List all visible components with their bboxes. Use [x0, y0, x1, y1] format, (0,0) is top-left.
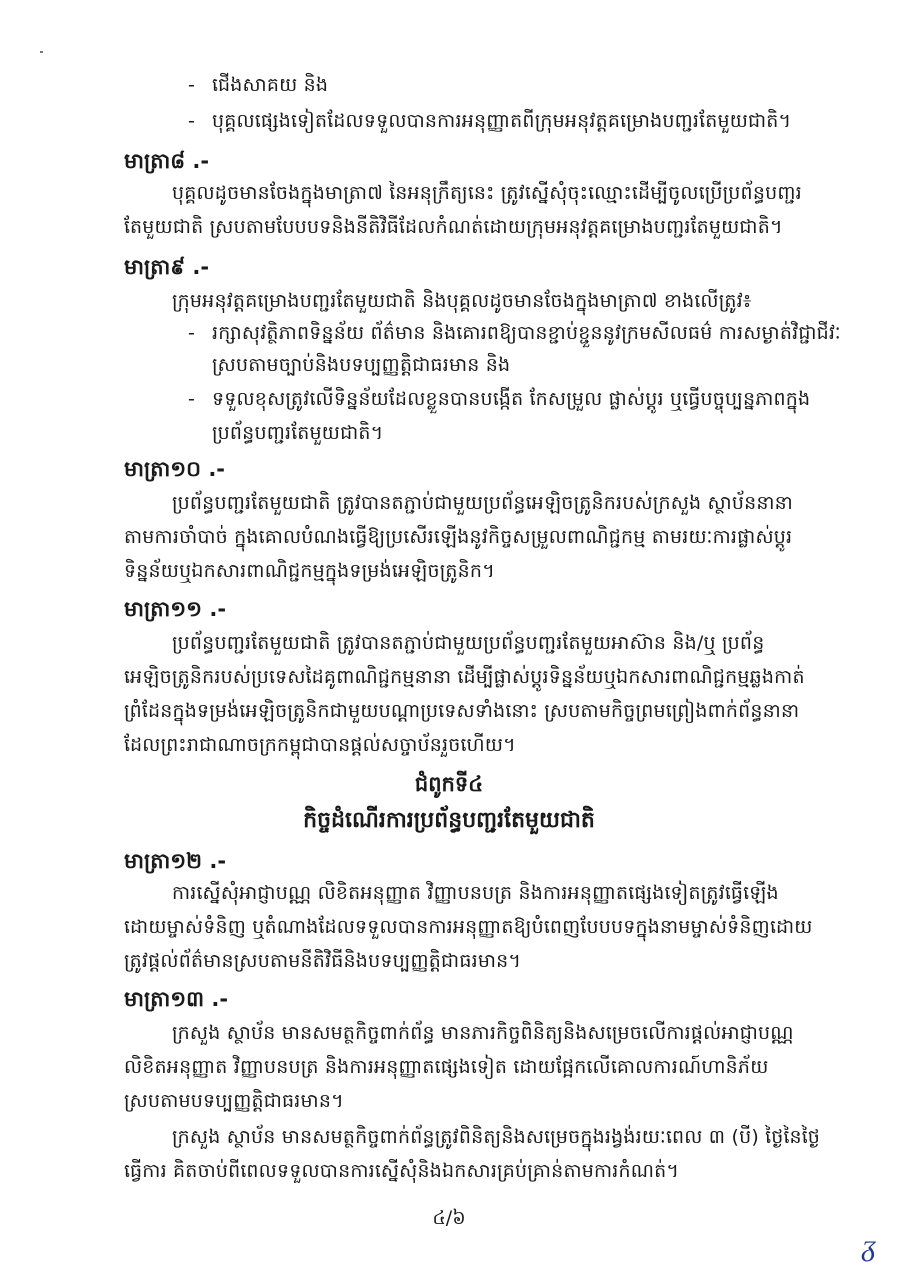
article-10-line-3: ទិន្នន័យឬឯកសារពាណិជ្ជកម្មក្នុងទម្រង់អេឡិចត្រូនិក។ — [124, 560, 495, 582]
article-13-line-5: ធ្វើការ គិតចាប់ពីពេលទទួលបានការស្នើសុំនិងឯកសារគ្រប់គ្រាន់តាមការកំណត់។ — [124, 1160, 680, 1182]
scan-speck — [40, 51, 43, 53]
article-13-line-2: លិខិតអនុញ្ញាត វិញ្ញាបនបត្រ និងការអនុញ្ញាតផ្សេងទៀត ដោយផ្អែកលើគោលការណ៍ហានិភ័យ — [124, 1056, 769, 1078]
article-8-line-2: តែមួយជាតិ ស្របតាមបែបបទនិងនីតិវិធីដែលកំណត់ដោយក្រុមអនុវត្តគម្រោងបញ្ជរតែមួយជាតិ។ — [124, 216, 783, 238]
article-8-heading: មាត្រា៨ .- — [124, 149, 210, 173]
article-12-heading: មាត្រា១២ .- — [124, 849, 227, 873]
article-11-line-1: ប្រព័ន្ធបញ្ជរតែមួយជាតិ ត្រូវបានតភ្ជាប់ជាមួយប្រព័ន្ធបញ្ជរតែមួយអាស៊ាន និង/ឬ ប្រព័ន្ធ — [172, 632, 765, 654]
bullet-text: ជើងសាគយ និង — [212, 74, 329, 96]
article-9-bullet-1b: ស្របតាមច្បាប់និងបទប្បញ្ញត្តិជាធរមាន និង — [212, 354, 511, 376]
article-13-heading: មាត្រា១៣ .- — [124, 987, 229, 1011]
article-10-line-1: ប្រព័ន្ធបញ្ជរតែមួយជាតិ ត្រូវបានតភ្ជាប់ជាមួយប្រព័ន្ធអេឡិចត្រូនិករបស់ក្រសួង ស្ថាប័ននានា — [172, 492, 793, 514]
article-12-line-1: ការស្នើសុំអាជ្ញាបណ្ណ លិខិតអនុញ្ញាត វិញ្ញាបនបត្រ និងការអនុញ្ញាតផ្សេងទៀតត្រូវធ្វើឡើង — [172, 882, 779, 904]
article-8-line-1: បុគ្គលដូចមានចែងក្នុងមាត្រា៧ នៃអនុក្រឹត្យនេះ ត្រូវស្នើសុំចុះឈ្មោះដើម្បីចូលប្រើប្រព័ន្ធបញ្ជរ — [172, 182, 802, 204]
chapter-title: កិច្ចដំណើរការប្រព័ន្ធបញ្ជរតែមួយជាតិ — [303, 808, 595, 833]
bullet-dash-icon: - — [188, 322, 195, 344]
article-10-heading: មាត្រា១០ .- — [124, 457, 226, 481]
article-12-line-3: ត្រូវផ្តល់ព័ត៌មានស្របតាមនីតិវិធីនិងបទប្បញ្ញត្តិជាធរមាន។ — [124, 950, 522, 972]
bullet-dash-icon: - — [188, 74, 195, 96]
article-9-bullet-2a: ទទួលខុសត្រូវលើទិន្នន័យដែលខ្លួនបានបង្កើត កែសម្រួល ផ្លាស់ប្តូរ ឬធ្វើបច្ចុប្បន្នភាពក្នុង — [212, 388, 811, 410]
article-10-line-2: តាមការចាំបាច់ ក្នុងគោលបំណងធ្វើឱ្យប្រសើរឡើងនូវកិច្ចសម្រួលពាណិជ្ជកម្ម តាមរយៈការផ្លាស់ប្តូរ — [124, 526, 793, 548]
article-13-line-1: ក្រសួង ស្ថាប័ន មានសមត្ថកិច្ចពាក់ព័ន្ធ មានភារកិច្ចពិនិត្យនិងសម្រេចលើការផ្តល់អាជ្ញាបណ្ណ — [172, 1022, 794, 1044]
article-11-line-4: ដែលព្រះរាជាណាចក្រកម្ពុជាបានផ្តល់សច្ចាប័នរួចហើយ។ — [124, 734, 516, 756]
article-9-heading: មាត្រា៩ .- — [124, 255, 210, 279]
article-9-bullet-2b: ប្រព័ន្ធបញ្ជរតែមួយជាតិ។ — [212, 422, 384, 444]
article-11-line-2: អេឡិចត្រូនិករបស់ប្រទេសដៃគូពាណិជ្ជកម្មនានា ដើម្បីផ្លាស់ប្តូរទិន្នន័យឬឯកសារពាណិជ្ជកម្មឆ្លងកាត់ — [124, 666, 805, 688]
page-number: ៤/៦ — [432, 1207, 466, 1229]
article-9-bullet-1a: រក្សាសុវត្ថិភាពទិន្នន័យ ព័ត៌មាន និងគោរពឱ្យបានខ្ជាប់ខ្ជួននូវក្រមសីលធម៌ ការសម្ងាត់វិជ្ជាជីវៈ — [212, 322, 841, 344]
bullet-dash-icon: - — [188, 388, 195, 410]
handwritten-initial-mark: ᵹ — [862, 1228, 877, 1263]
bullet-text: បុគ្គលផ្សេងទៀតដែលទទួលបានការអនុញ្ញាតពីក្រុមអនុវត្តគម្រោងបញ្ជរតែមួយជាតិ។ — [212, 110, 792, 132]
article-13-line-3: ស្របតាមបទប្បញ្ញត្តិជាធរមាន។ — [124, 1090, 344, 1112]
article-11-heading: មាត្រា១១ .- — [124, 597, 227, 621]
bullet-dash-icon: - — [188, 110, 195, 132]
article-13-line-4: ក្រសួង ស្ថាប័ន មានសមត្ថកិច្ចពាក់ព័ន្ធត្រូវពិនិត្យនិងសម្រេចក្នុងរង្វង់រយៈពេល ៣ (បី) ថ្ងៃនៃថ្ងៃ — [172, 1126, 821, 1148]
article-12-line-2: ដោយម្ចាស់ទំនិញ ឬតំណាងដែលទទួលបានការអនុញ្ញាតឱ្យបំពេញបែបបទក្នុងនាមម្ចាស់ទំនិញដោយ — [124, 916, 813, 938]
chapter-number: ជំពូកទី៤ — [414, 772, 484, 796]
article-11-line-3: ព្រំដែនក្នុងទម្រង់អេឡិចត្រូនិកជាមួយបណ្តាប្រទេសទាំងនោះ ស្របតាមកិច្ចព្រមព្រៀងពាក់ព័ន្ធនានា — [124, 700, 800, 722]
article-9-intro: ក្រុមអនុវត្តគម្រោងបញ្ជរតែមួយជាតិ និងបុគ្គលដូចមានចែងក្នុងមាត្រា៧ ខាងលើត្រូវ៖ — [172, 290, 752, 312]
